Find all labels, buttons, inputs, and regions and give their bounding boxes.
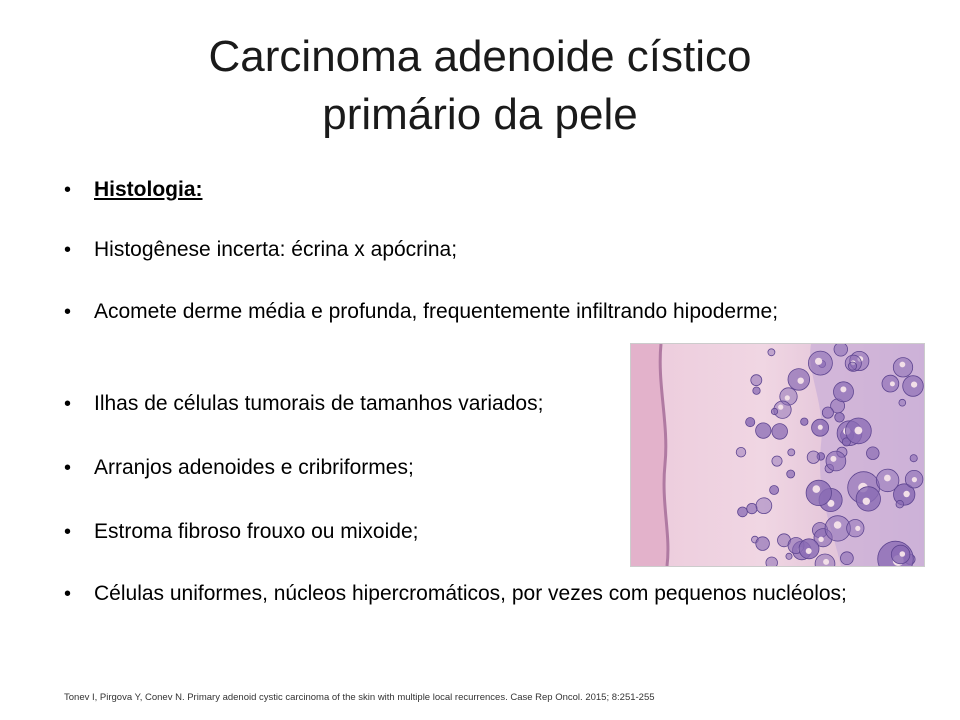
bullet-text: Histogênese incerta: écrina x apócrina; xyxy=(94,238,458,261)
tumor-nest xyxy=(766,557,778,566)
cribriform-lumen xyxy=(863,498,870,505)
title-line-2: primário da pele xyxy=(322,90,638,139)
cribriform-lumen xyxy=(900,551,906,557)
tumor-nest xyxy=(788,449,795,456)
bullet-text: Ilhas de células tumorais de tamanhos variados; xyxy=(94,392,544,415)
cribriform-lumen xyxy=(778,405,783,410)
tumor-nest xyxy=(786,553,792,559)
cribriform-lumen xyxy=(823,559,829,565)
tumor-nest xyxy=(801,418,808,425)
bullet-text: Acomete derme média e profunda, frequentemente infiltrando hipoderme; xyxy=(94,300,779,323)
cribriform-lumen xyxy=(911,382,917,388)
tumor-nest xyxy=(899,399,906,406)
bullet-text: Arranjos adenoides e cribriformes; xyxy=(94,456,414,479)
tumor-nest xyxy=(867,447,880,460)
bullet-item-histologia xyxy=(64,178,904,202)
tumor-nest xyxy=(756,537,770,551)
cribriform-lumen xyxy=(818,425,823,430)
cribriform-lumen xyxy=(798,378,804,384)
tumor-nest xyxy=(756,498,772,514)
cribriform-lumen xyxy=(815,358,822,365)
cribriform-lumen xyxy=(834,521,842,529)
cribriform-lumen xyxy=(912,477,917,482)
tumor-nest xyxy=(756,423,771,438)
cribriform-lumen xyxy=(813,485,821,493)
tumor-nest xyxy=(747,503,757,513)
cribriform-lumen xyxy=(884,475,891,482)
cribriform-lumen xyxy=(830,456,836,462)
tumor-nest xyxy=(835,413,845,423)
bullet-dot: • xyxy=(64,583,72,605)
tumor-nest xyxy=(736,447,746,457)
cribriform-lumen xyxy=(903,491,909,497)
tumor-nest xyxy=(848,362,856,370)
tumor-nest xyxy=(787,470,795,478)
tumor-nest xyxy=(772,424,788,440)
tumor-nest xyxy=(841,552,854,565)
bullet-dot: • xyxy=(64,393,72,415)
tumor-nest xyxy=(772,456,782,466)
histology-micrograph xyxy=(631,344,924,566)
cribriform-lumen xyxy=(855,526,860,531)
slide-title xyxy=(60,28,900,144)
bullet-dot: • xyxy=(64,301,72,323)
bullet-dot: • xyxy=(64,457,72,479)
bullet-item-histogenese xyxy=(64,238,904,262)
bullet-item-celulas xyxy=(64,582,904,606)
bullet-text: Estroma fibroso frouxo ou mixoide; xyxy=(94,520,419,543)
bullet-dot: • xyxy=(64,521,72,543)
tumor-nest xyxy=(910,455,917,462)
cribriform-lumen xyxy=(900,362,906,368)
tumor-nest xyxy=(826,451,846,471)
cribriform-lumen xyxy=(890,381,895,386)
bullet-dot: • xyxy=(64,239,72,261)
histology-image xyxy=(630,343,925,567)
tumor-nest xyxy=(753,387,760,394)
tumor-nest xyxy=(738,507,748,517)
bullet-item-estroma xyxy=(64,520,624,544)
cribriform-lumen xyxy=(855,427,863,435)
cribriform-lumen xyxy=(818,537,823,542)
bullet-dot: • xyxy=(64,179,72,201)
bullet-text: Histologia: xyxy=(94,178,203,201)
cribriform-lumen xyxy=(806,548,812,554)
tumor-nest xyxy=(768,349,775,356)
tumor-nest xyxy=(807,451,819,463)
tumor-nest xyxy=(770,486,779,495)
tumor-nest xyxy=(771,408,777,414)
tumor-nest xyxy=(746,418,755,427)
tumor-nest xyxy=(806,480,831,505)
bullet-item-ilhas xyxy=(64,392,624,416)
title-line-1: Carcinoma adenoide cístico xyxy=(208,32,752,81)
bullet-text: Células uniformes, núcleos hipercromáticos, por vezes com pequenos nucléolos; xyxy=(94,582,847,605)
cribriform-lumen xyxy=(840,386,846,392)
tumor-nest xyxy=(822,407,833,418)
bullet-item-acomete xyxy=(64,300,904,324)
reference-citation: Tonev I, Pirgova Y, Conev N. Primary adenoid cystic carcinoma of the skin with multiple local recurrences. Case Rep Oncol. 2015; 8:251-255 xyxy=(64,692,655,703)
cribriform-lumen xyxy=(785,395,790,400)
tumor-nest xyxy=(751,375,762,386)
tumor-nest xyxy=(834,344,848,356)
bullet-item-arranjos xyxy=(64,456,624,480)
tumor-nest xyxy=(896,500,904,508)
